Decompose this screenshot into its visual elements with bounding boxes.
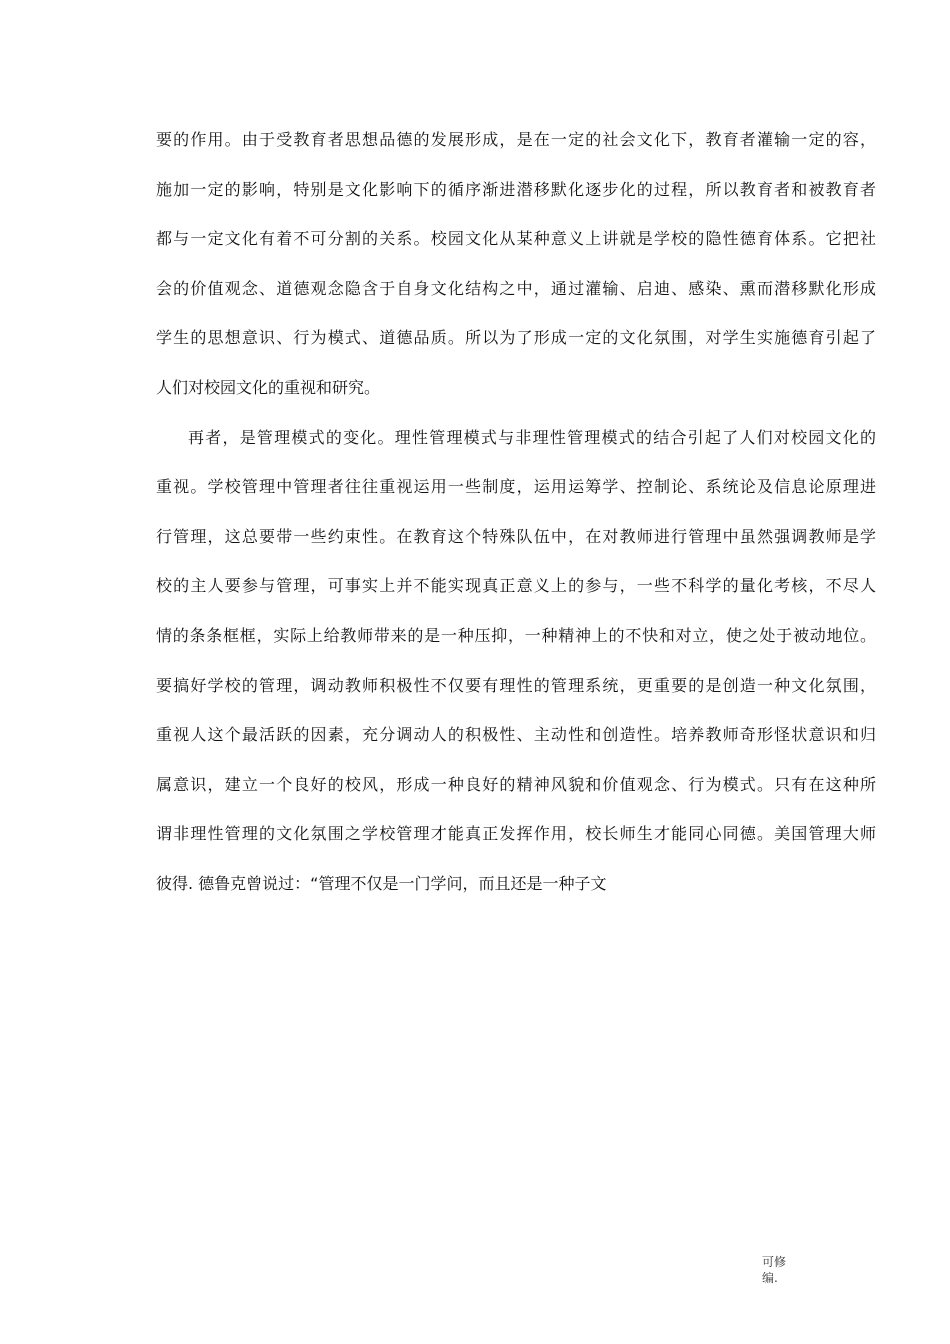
text-line: 都与一定文化有着不可分割的关系。校园文化从某种意义上讲就是学校的隐性德育体系。它把社 (156, 229, 876, 249)
text-line: 要搞好学校的管理，调动教师积极性不仅要有理性的管理系统，更重要的是创造一种文化氛围， (156, 675, 876, 695)
text-line: 重视人这个最活跃的因素，充分调动人的积极性、主动性和创造性。培养教师奇形怪状意识和归 (156, 725, 876, 745)
text-line: 彼得. 德鲁克曾说过：“管理不仅是一门学问，而且还是一种子文 (156, 873, 607, 893)
text-line: 属意识，建立一个良好的校风，形成一种良好的精神风貌和价值观念、行为模式。只有在这种所 (156, 774, 876, 794)
page-footer-note (762, 1254, 802, 1286)
text-line: 情的条条框框，实际上给教师带来的是一种压抑，一种精神上的不快和对立，使之处于被动地位。 (156, 625, 876, 645)
text-line: 学生的思想意识、行为模式、道德品质。所以为了形成一定的文化氛围，对学生实施德育引起了 (156, 328, 876, 348)
text-line: 行管理，这总要带一些约束性。在教育这个特殊队伍中，在对教师进行管理中虽然强调教师是学 (156, 526, 876, 546)
text-line: 施加一定的影响，特别是文化影响下的循序渐进潜移默化逐步化的过程，所以教育者和被教育者 (156, 179, 876, 199)
body-text (156, 128, 876, 922)
text-line: 重视。学校管理中管理者往往重视运用一些制度，运用运筹学、控制论、系统论及信息论原理进 (156, 477, 876, 497)
footer-line-2: 编. (762, 1271, 778, 1285)
text-line: 要的作用。由于受教育者思想品德的发展形成，是在一定的社会文化下，教育者灌输一定的容， (156, 130, 876, 149)
text-line: 校的主人要参与管理，可事实上并不能实现真正意义上的参与，一些不科学的量化考核，不尽人 (156, 576, 876, 596)
text-line: 会的价值观念、道德观念隐含于自身文化结构之中，通过灌输、启迪、感染、熏而潜移默化形成 (156, 278, 876, 298)
text-line: 谓非理性管理的文化氛围之学校管理才能真正发挥作用，校长师生才能同心同德。美国管理大师 (156, 824, 876, 844)
footer-line-1: 可修 (762, 1255, 787, 1269)
text-line: 人们对校园文化的重视和研究。 (156, 377, 381, 397)
paragraph-start-line: 再者，是管理模式的变化。理性管理模式与非理性管理模式的结合引起了人们对校园文化的 (188, 427, 876, 447)
